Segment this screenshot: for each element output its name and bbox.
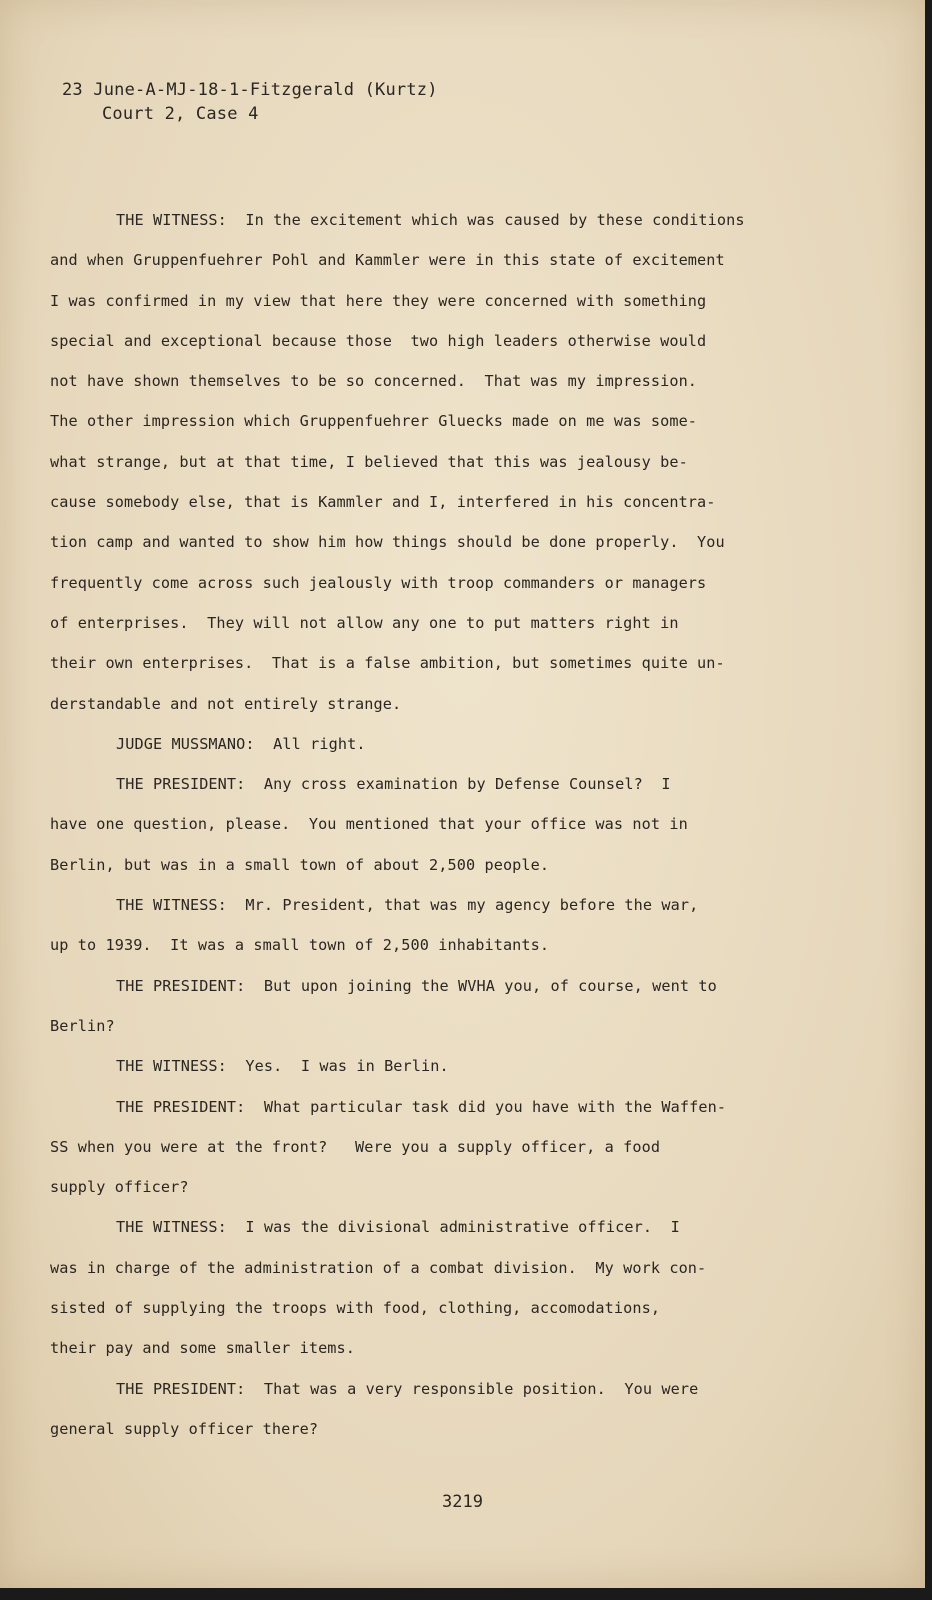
transcript-line: Berlin?: [50, 1016, 115, 1035]
transcript-line: of enterprises. They will not allow any one to put matters right in: [50, 613, 679, 632]
header-line-2: Court 2, Case 4: [102, 104, 259, 124]
transcript-line: their own enterprises. That is a false ambition, but sometimes quite un-: [50, 654, 725, 673]
transcript-line: supply officer?: [50, 1178, 189, 1197]
transcript-line: general supply officer there?: [50, 1419, 319, 1438]
transcript-line: Berlin, but was in a small town of about 2,500 people.: [50, 855, 550, 874]
transcript-line: JUDGE MUSSMANO: All right.: [116, 734, 366, 753]
transcript-line: their pay and some smaller items.: [50, 1339, 356, 1358]
transcript-line: THE PRESIDENT: What particular task did you have with the Waffen-: [116, 1097, 727, 1116]
transcript-line: THE WITNESS: I was the divisional administrative officer. I: [116, 1218, 680, 1237]
transcript-line: SS when you were at the front? Were you a supply officer, a food: [50, 1137, 661, 1156]
transcript-line: THE WITNESS: In the excitement which was caused by these conditions: [116, 211, 745, 229]
transcript-line: special and exceptional because those two high leaders otherwise would: [50, 331, 707, 350]
transcript-line: THE PRESIDENT: That was a very responsible position. You were: [116, 1379, 699, 1398]
transcript-line: THE WITNESS: Yes. I was in Berlin.: [116, 1057, 449, 1076]
transcript-line: THE PRESIDENT: But upon joining the WVHA you, of course, went to: [116, 976, 717, 995]
transcript-line: what strange, but at that time, I believed that this was jealousy be-: [50, 452, 688, 471]
transcript-line: and when Gruppenfuehrer Pohl and Kammler were in this state of excitement: [50, 251, 725, 270]
transcript-line: was in charge of the administration of a combat division. My work con-: [50, 1258, 707, 1277]
transcript-line: sisted of supplying the troops with food, clothing, accomodations,: [50, 1299, 661, 1318]
transcript-line: I was confirmed in my view that here they were concerned with something: [50, 291, 707, 310]
transcript-line: derstandable and not entirely strange.: [50, 694, 402, 713]
transcript-line: have one question, please. You mentioned that your office was not in: [50, 815, 688, 834]
transcript-line: not have shown themselves to be so concerned. That was my impression.: [50, 372, 698, 391]
transcript-body: [50, 200, 815, 1449]
transcript-line: The other impression which Gruppenfuehrer Gluecks made on me was some-: [50, 412, 698, 431]
document-header: [62, 78, 438, 126]
transcript-line: frequently come across such jealously with troop commanders or managers: [50, 573, 707, 592]
transcript-line: THE WITNESS: Mr. President, that was my agency before the war,: [116, 896, 699, 915]
transcript-line: up to 1939. It was a small town of 2,500 inhabitants.: [50, 936, 550, 955]
transcript-line: cause somebody else, that is Kammler and I, interfered in his concentra-: [50, 493, 716, 512]
transcript-line: THE PRESIDENT: Any cross examination by Defense Counsel? I: [116, 775, 671, 794]
page-number: 3219: [442, 1492, 483, 1512]
header-line-1: 23 June-A-MJ-18-1-Fitzgerald (Kurtz): [62, 80, 438, 100]
transcript-line: tion camp and wanted to show him how things should be done properly. You: [50, 533, 725, 552]
